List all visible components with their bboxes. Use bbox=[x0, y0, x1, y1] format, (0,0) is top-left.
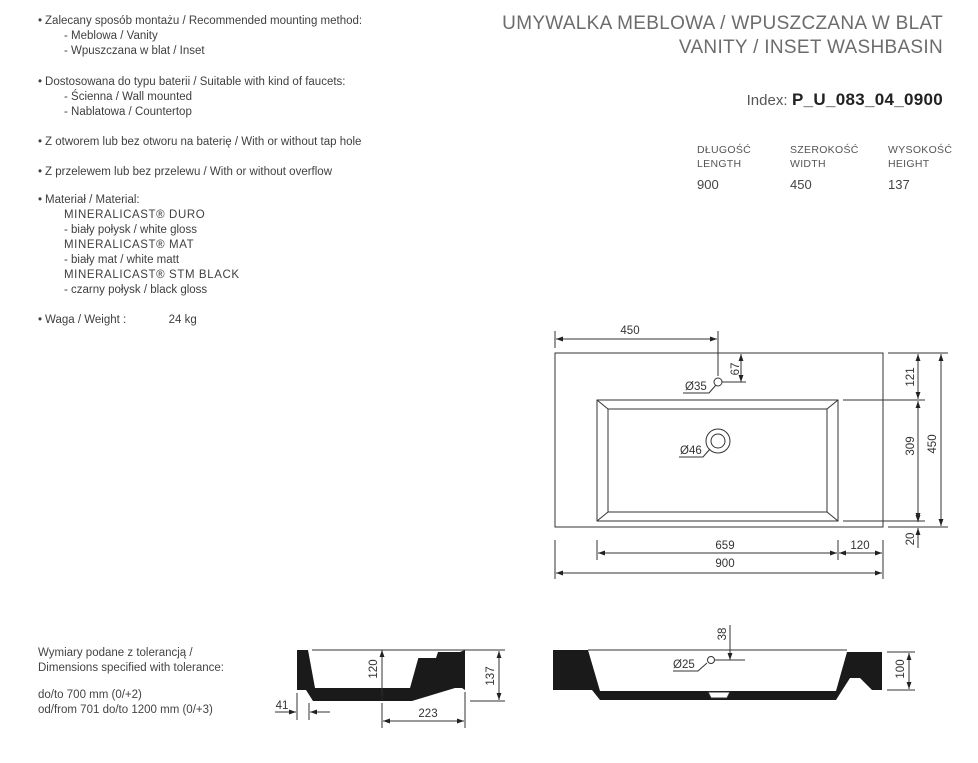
drain-inner bbox=[711, 434, 725, 448]
weight-value: 24 kg bbox=[168, 314, 197, 326]
material-name: MINERALICAST® STM BLACK bbox=[64, 269, 240, 281]
dim-header-en: LENGTH bbox=[697, 158, 742, 170]
dim-header-pl: WYSOKOŚĆ bbox=[888, 144, 953, 156]
tolerance-line: Wymiary podane z tolerancją / bbox=[38, 647, 193, 659]
faucet-title: • Dostosowana do typu baterii / Suitable with kind of faucets: bbox=[38, 75, 478, 90]
dim-value: 450 bbox=[790, 177, 812, 192]
index-label: Index: bbox=[746, 92, 788, 109]
material-name: MINERALICAST® MAT bbox=[64, 239, 195, 251]
side-dim-223: 223 bbox=[418, 708, 438, 720]
mounting-item: - Meblowa / Vanity bbox=[64, 30, 158, 42]
top-view bbox=[555, 331, 948, 579]
drain-label: Ø46 bbox=[680, 445, 702, 457]
tolerance-line: od/from 701 do/to 1200 mm (0/+3) bbox=[38, 703, 213, 716]
index-value: P_U_083_04_0900 bbox=[791, 90, 943, 109]
side-section bbox=[275, 650, 505, 728]
dim-67: 67 bbox=[730, 362, 742, 376]
material-title: • Materiał / Material: bbox=[38, 193, 478, 208]
front-dim-100: 100 bbox=[895, 659, 907, 679]
side-dim-137: 137 bbox=[485, 666, 497, 686]
faucet-item: - Nablatowa / Countertop bbox=[64, 106, 192, 118]
dim-900: 900 bbox=[715, 558, 735, 570]
material-name: MINERALICAST® DURO bbox=[64, 209, 206, 221]
dim-121: 121 bbox=[905, 367, 917, 387]
tolerance-line: Dimensions specified with tolerance: bbox=[38, 661, 225, 674]
dim-120: 120 bbox=[850, 540, 870, 552]
dim-659: 659 bbox=[715, 540, 735, 552]
title-line-2: VANITY / INSET WASHBASIN bbox=[678, 37, 943, 58]
dim-value: 900 bbox=[697, 177, 719, 192]
overflow-note: • Z przelewem lub bez przelewu / With or without overflow bbox=[38, 165, 478, 180]
front-section bbox=[553, 625, 915, 700]
faucet-item: - Ścienna / Wall mounted bbox=[64, 91, 193, 103]
tap-hole-note: • Z otworem lub bez otworu na baterię / With or without tap hole bbox=[38, 135, 478, 150]
dim-header-pl: DŁUGOŚĆ bbox=[697, 144, 752, 156]
tolerance-line: do/to 700 mm (0/+2) bbox=[38, 689, 142, 701]
front-dim-38: 38 bbox=[717, 627, 729, 641]
material-finish: - czarny połysk / black gloss bbox=[64, 284, 208, 296]
overflow-label: Ø25 bbox=[673, 659, 695, 671]
bowl-outer-rim bbox=[597, 400, 838, 521]
tap-hole bbox=[714, 378, 722, 386]
basin-outline bbox=[555, 353, 883, 527]
tap-hole-label: Ø35 bbox=[685, 381, 707, 393]
material-finish: - biały połysk / white gloss bbox=[64, 224, 197, 236]
side-profile-shape bbox=[297, 650, 465, 701]
dim-header-pl: SZEROKOŚĆ bbox=[790, 144, 859, 156]
title-line-1: UMYWALKA MEBLOWA / WPUSZCZANA W BLAT bbox=[502, 13, 943, 34]
material-finish: - biały mat / white matt bbox=[64, 254, 180, 266]
side-dim-120: 120 bbox=[368, 659, 380, 679]
dim-450-top: 450 bbox=[620, 325, 640, 337]
dim-309: 309 bbox=[905, 436, 917, 456]
dim-header-en: WIDTH bbox=[790, 158, 826, 170]
mounting-item: - Wpuszczana w blat / Inset bbox=[64, 45, 205, 57]
bowl-inner bbox=[608, 409, 827, 512]
weight-label: • Waga / Weight : bbox=[38, 314, 126, 326]
dim-value: 137 bbox=[888, 177, 910, 192]
mounting-title: • Zalecany sposób montażu / Recommended mounting method: bbox=[38, 14, 478, 29]
dim-header-en: HEIGHT bbox=[888, 158, 930, 170]
dim-450-side: 450 bbox=[927, 434, 939, 454]
dim-20: 20 bbox=[905, 532, 917, 546]
top-view-labels bbox=[620, 325, 939, 570]
side-dim-41: 41 bbox=[275, 700, 289, 712]
